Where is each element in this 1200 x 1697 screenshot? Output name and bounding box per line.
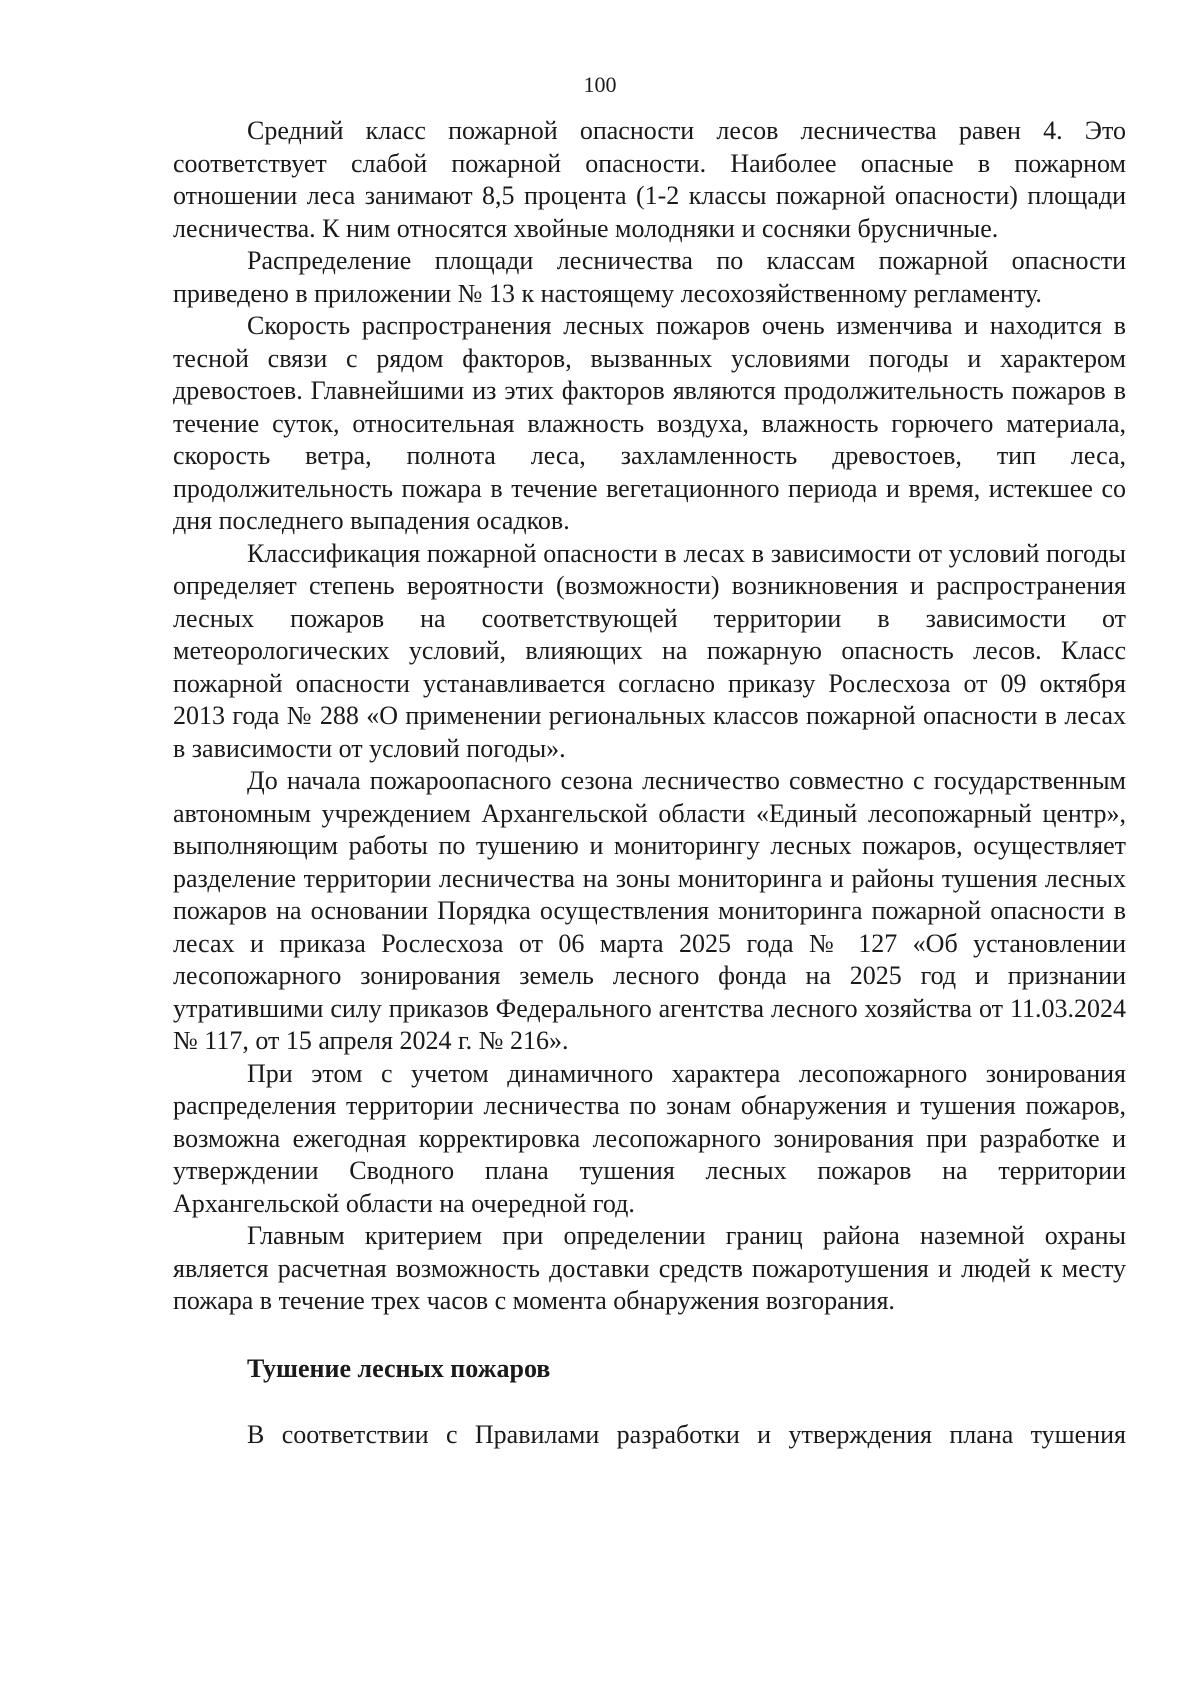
paragraph: При этом с учетом динамичного характера лесопожарного зонирования распределения территории лесничества по зонам обнаружения и тушения пожаров, возможна ежегодная корректировка лесопожарного зонирования при разработке и утверждении Сводного плана тушения лесных пожаров на территории Архангельской области на очередной год. xyxy=(173,1058,1126,1218)
page-number: 100 xyxy=(583,72,617,97)
paragraph: Главным критерием при определении границ района наземной охраны является расчетная возможность доставки средств пожаротушения и людей к месту пожара в течение трех часов с момента обнаружения возгорания. xyxy=(173,1221,1126,1315)
paragraph: В соответствии с Правилами разработки и утверждения плана тушения xyxy=(247,1420,1126,1449)
paragraph: Средний класс пожарной опасности лесов лесничества равен 4. Это соответствует слабой пожарной опасности. Наиболее опасные в пожарном отношении леса занимают 8,5 процента (1-2 классы пожарной опасности) площади лесничества. К ним относятся хвойные молодняки и сосняки брусничные. xyxy=(173,116,1126,243)
section-heading: Тушение лесных пожаров xyxy=(247,1353,551,1383)
paragraph: Распределение площади лесничества по классам пожарной опасности приведено в приложении № 13 к настоящему лесохозяйственному регламенту. xyxy=(173,246,1126,308)
paragraph: Скорость распространения лесных пожаров очень изменчива и находится в тесной связи с рядом факторов, вызванных условиями погоды и характером древостоев. Главнейшими из этих факторов являются продолжительность пожаров в течение суток, относительная влажность воздуха, влажность горючего материала, скорость ветра, полнота леса, захламленность древостоев, тип леса, продолжительность пожара в течение вегетационного периода и время, истекшее со дня последнего выпадения осадков. xyxy=(173,311,1126,535)
paragraph: До начала пожароопасного сезона лесничество совместно с государственным автономным учреждением Архангельской области «Единый лесопожарный центр», выполняющим работы по тушению и мониторингу лесных пожаров, осуществляет разделение территории лесничества на зоны мониторинга и районы тушения лесных пожаров на основании Порядка осуществления мониторинга пожарной опасности в лесах и приказа Рослесхоза от 06 марта 2025 года № 127 «Об установлении лесопожарного зонирования земель лесного фонда на 2025 год и признании утратившими силу приказов Федерального агентства лесного хозяйства от 11.03.2024 № 117, от 15 апреля 2024 г. № 216». xyxy=(173,766,1126,1055)
paragraph: Классификация пожарной опасности в лесах в зависимости от условий погоды определяет степень вероятности (возможности) возникновения и распространения лесных пожаров на соответствующей территории в зависимости от метеорологических условий, влияющих на пожарную опасность лесов. Класс пожарной опасности устанавливается согласно приказу Рослесхоза от 09 октября 2013 года № 288 «О применении региональных классов пожарной опасности в лесах в зависимости от условий погоды». xyxy=(173,538,1126,763)
document-body xyxy=(173,115,1126,1452)
